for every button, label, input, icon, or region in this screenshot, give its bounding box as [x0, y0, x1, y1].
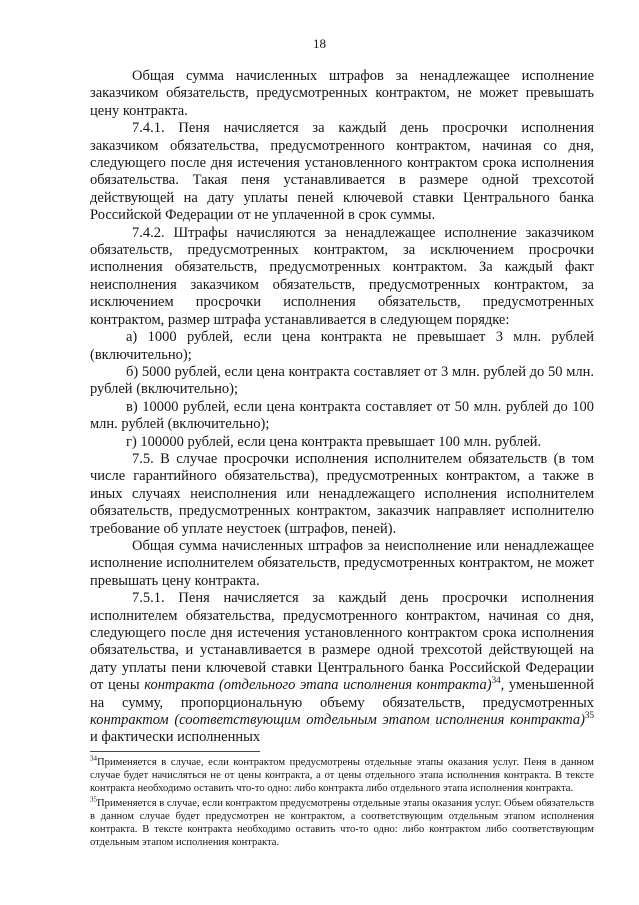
- document-body: [90, 68, 594, 747]
- footnote-separator: [90, 751, 260, 752]
- clause-7-5-1: [90, 590, 594, 747]
- clause-7-5-1-text-part1: 7.5.1. Пеня начисляется за каждый день просрочки исполнения исполнителем обязательства, предусмотренного контрактом, начиная со дня, следующего после дня истечения установленного контрактом срока исполнения обязательства, и устанавливается в размере одной трехсотой действующей на дату уплаты пени ключевой ставки Центрального банка Российской Федерации от цены: [90, 590, 594, 694]
- clause-7-5-1-italic-1: контракта (отдельного этапа исполнения контракта): [144, 677, 492, 694]
- clause-7-5-1-text-part3: и фактически исполненных: [90, 729, 261, 746]
- footnote-34-text: Применяется в случае, если контрактом предусмотрены отдельные этапы оказания услуг. Пеня в данном случае будет начисляться не от цены контракта, а от цены отдельного этапа исполнения контракта. В тексте контракта необходимо оставить что-то одно: либо контракта либо отдельного этапа исполнения контракта.: [90, 757, 594, 795]
- clause-7-4-1: 7.4.1. Пеня начисляется за каждый день просрочки исполнения заказчиком обязательства, предусмотренного контрактом, начиная со дня, следующего после дня истечения установленного контрактом срока исполнения обязательства. Такая пеня устанавливается в размере одной трехсотой действующей на дату уплаты пеней ключевой ставки Центрального банка Российской Федерации от не уплаченной в срок суммы.: [90, 120, 594, 224]
- list-item-b: б) 5000 рублей, если цена контракта составляет от 3 млн. рублей до 50 млн. рублей (включительно);: [90, 363, 594, 398]
- footnote-35: [90, 797, 594, 850]
- footnote-34: [90, 756, 594, 796]
- list-item-c: в) 10000 рублей, если цена контракта составляет от 50 млн. рублей до 100 млн. рублей (включительно);: [90, 398, 594, 433]
- footnote-ref-34[interactable]: 34: [491, 675, 501, 686]
- paragraph-total-fines-contractor: Общая сумма начисленных штрафов за неисполнение или ненадлежащее исполнение исполнителем обязательств, предусмотренных контрактом, не может превышать цену контракта.: [90, 537, 594, 589]
- footnote-35-text: Применяется в случае, если контрактом предусмотрены отдельные этапы оказания услуг. Объем обязательств в данном случае будет предусмотрен не контрактом, а соответствующим отдельным этапом исполнения контракта. В тексте контракта необходимо оставить что-то одно: либо контрактом либо соответствующим отдельным этапом исполнения контракта.: [90, 797, 594, 849]
- page-number: 18: [313, 36, 326, 51]
- footnote-35-marker: 35: [90, 795, 97, 804]
- list-item-d: г) 100000 рублей, если цена контракта превышает 100 млн. рублей.: [126, 433, 542, 450]
- list-item-a: а) 1000 рублей, если цена контракта не превышает 3 млн. рублей (включительно);: [90, 329, 594, 363]
- footnote-ref-35[interactable]: 35: [585, 710, 594, 721]
- clause-7-5-1-text-part2: , уменьшенной на сумму, пропорциональную объему обязательств, предусмотренных: [90, 677, 594, 711]
- footnote-34-marker: 34: [90, 754, 97, 763]
- clause-7-5-1-italic-2: контрактом (соответствующим отдельным этапом исполнения контракта): [90, 712, 585, 729]
- paragraph-total-fines-customer: Общая сумма начисленных штрафов за ненадлежащее исполнение заказчиком обязательств, предусмотренных контрактом, не может превышать цену контракта.: [90, 68, 594, 119]
- clause-7-4-2: 7.4.2. Штрафы начисляются за ненадлежащее исполнение заказчиком обязательств, предусмотренных контрактом, за исключением просрочки исполнения обязательств, предусмотренных контрактом. За каждый факт неисполнения заказчиком обязательств, предусмотренных контрактом, за исключением просрочки исполнения обязательств, предусмотренных контрактом, размер штрафа устанавливается в следующем порядке:: [90, 224, 594, 328]
- footnotes: [90, 756, 594, 850]
- clause-7-5: 7.5. В случае просрочки исполнения исполнителем обязательств (в том числе гарантийного обязательства), предусмотренных контрактом, а также в иных случаях неисполнения или ненадлежащего исполнения исполнителем обязательств, предусмотренных контрактом, заказчик направляет исполнителю требование об уплате неустоек (штрафов, пеней).: [90, 450, 594, 537]
